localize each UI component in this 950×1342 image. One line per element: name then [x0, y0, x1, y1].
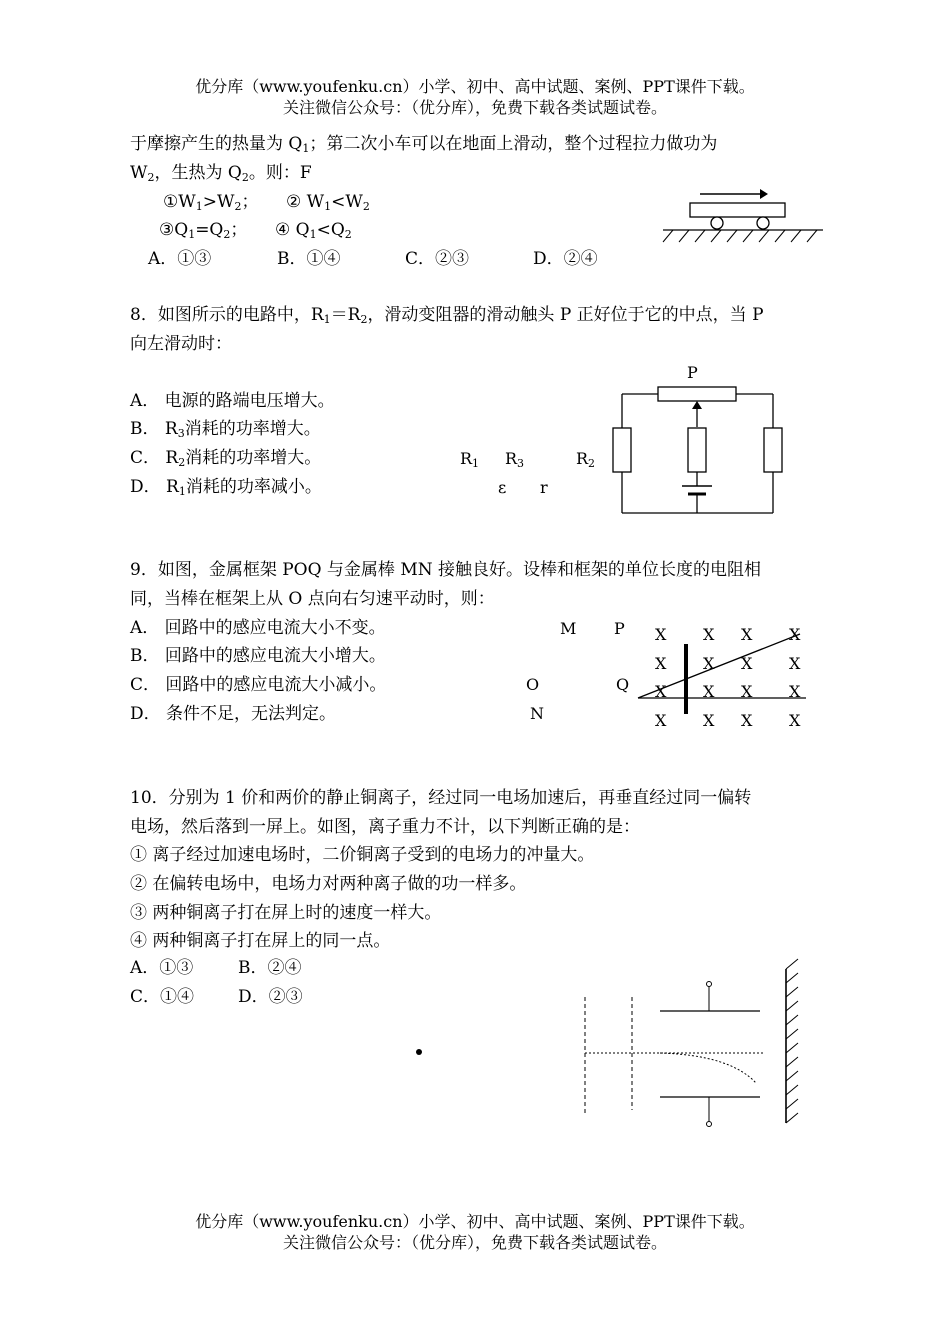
q7-option-c: C．②③: [405, 249, 470, 269]
q10-statement-3: ③ 两种铜离子打在屏上时的速度一样大。: [130, 903, 442, 923]
q7-option-a: A．①③: [148, 249, 212, 269]
q9-option-a: A． 回路中的感应电流大小不变。: [130, 618, 386, 638]
q7-cart-figure: [655, 182, 830, 247]
q9-option-d: D． 条件不足，无法判定。: [130, 704, 337, 724]
q10-option-c: C．①④: [130, 987, 195, 1007]
q9-option-c: C． 回路中的感应电流大小减小。: [130, 675, 387, 695]
q10-statement-1: ① 离子经过加速电场时，二价铜离子受到的电场力的冲量大。: [130, 845, 595, 865]
q10-deflection-figure: [410, 965, 810, 1135]
q8-label-r2: $R_2$: [576, 449, 596, 470]
q8-stem-line-2: 向左滑动时：: [130, 334, 232, 354]
q9-stem-line-1: 9．如图，金属框架 POQ 与金属棒 MN 接触良好。设棒和框架的单位长度的电阻相: [130, 560, 762, 580]
q10-stem-line-2: 电场，然后落到一屏上。如图，离子重力不计，以下判断正确的是：: [130, 817, 640, 837]
footer-line-2: 关注微信公众号：（优分库），免费下载各类试题试卷。: [282, 1233, 667, 1252]
q8-option-b: B． $R_3$消耗的功率增大。: [130, 419, 321, 440]
q8-option-a: A． 电源的路端电压增大。: [130, 391, 335, 411]
q8-label-r: r: [540, 478, 548, 497]
q10-option-d: D．②③: [238, 987, 303, 1007]
q9-option-b: B． 回路中的感应电流大小增大。: [130, 646, 386, 666]
q10-statement-4: ④ 两种铜离子打在屏上的同一点。: [130, 931, 391, 951]
q7-statement-2: ② $W_1<W_2$: [286, 192, 370, 213]
q9-label-m: M: [560, 619, 577, 638]
header-line-2: 关注微信公众号：（优分库），免费下载各类试题试卷。: [282, 98, 667, 117]
q8-label-r3: $R_3$: [505, 449, 525, 470]
q8-label-r1: $R_1$: [460, 449, 480, 470]
q9-label-o: O: [526, 675, 540, 694]
q8-circuit-figure: [610, 380, 790, 520]
q9-label-q: Q: [616, 675, 630, 694]
q9-label-n: N: [530, 704, 544, 723]
footer-line-1: 优分库（www.youfenku.cn）小学、初中、高中试题、案例、PPT课件下载。: [195, 1212, 755, 1231]
q7-text-line-1: 于摩擦产生的热量为 $Q_1$；第二次小车可以在地面上滑动，整个过程拉力做功为: [130, 134, 718, 155]
q10-stem-line-1: 10．分别为 1 价和两价的静止铜离子，经过同一电场加速后，再垂直经过同一偏转: [130, 788, 752, 808]
q9-stem-line-2: 同，当棒在框架上从 O 点向右匀速平动时，则：: [130, 589, 495, 609]
q10-option-b: B．②④: [238, 958, 302, 978]
q7-statement-4: ④ $Q_1<Q_2$: [275, 220, 352, 241]
q8-stem-line-1: 8．如图所示的电路中，$R_1=R_2$，滑动变阻器的滑动触头 P 正好位于它的中点，当 P: [130, 305, 764, 326]
q10-option-a: A．①③: [130, 958, 194, 978]
q10-statement-2: ② 在偏转电场中，电场力对两种离子做的功一样多。: [130, 874, 527, 894]
q7-option-b: B．①④: [277, 249, 341, 269]
ion-source-dot: [416, 1049, 422, 1055]
q8-label-p: P: [687, 363, 698, 382]
q7-statement-3: $③Q_1=Q_2$；: [159, 220, 248, 241]
q8-label-emf: ε: [498, 478, 507, 497]
header-line-1: 优分库（www.youfenku.cn）小学、初中、高中试题、案例、PPT课件下载。: [195, 77, 755, 96]
q7-option-d: D．②④: [533, 249, 598, 269]
q9-label-p: P: [614, 619, 625, 638]
q8-option-d: D． $R_1$消耗的功率减小。: [130, 477, 322, 498]
q8-option-c: C． $R_2$消耗的功率增大。: [130, 448, 322, 469]
q9-frame-figure: [630, 620, 820, 720]
q7-text-line-2: $W_2$，生热为 $Q_2$。则：F: [130, 163, 312, 184]
q7-statement-1: $①W_1>W_2$；: [163, 192, 259, 213]
